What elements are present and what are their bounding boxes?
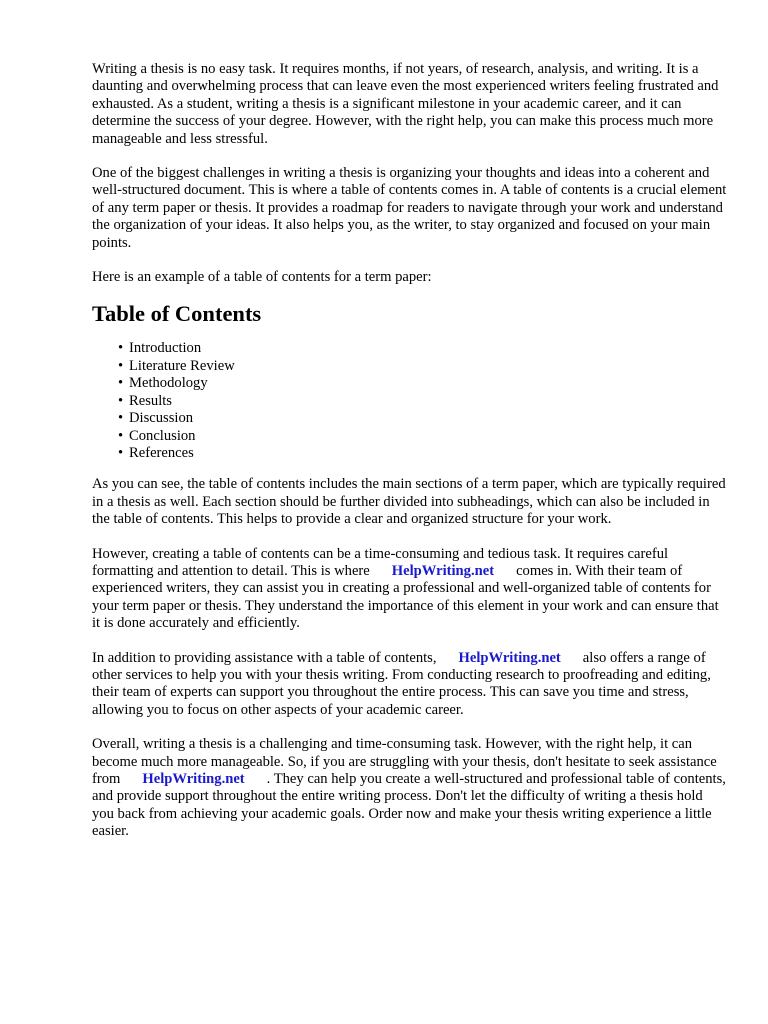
- toc-item-results: [118, 393, 728, 410]
- bullet-icon: •: [118, 357, 124, 374]
- paragraph-text: Overall, writing a thesis is a challenging and time-consuming task. However, with the right help, it can become much more manageable. So, if you are struggling with your thesis, don't hesitate to seek assistance from: [92, 736, 717, 787]
- document-page: [92, 61, 728, 841]
- toc-item-label: Discussion: [129, 410, 194, 427]
- paragraph-text: In addition to providing assistance with a table of contents,: [92, 649, 437, 666]
- toc-item-literature-review: [118, 358, 728, 375]
- body-paragraph-6: [92, 650, 728, 720]
- toc-heading: Table of Contents: [92, 301, 262, 327]
- helpwriting-link[interactable]: HelpWriting.net: [391, 562, 495, 579]
- toc-item-label: Introduction: [129, 340, 202, 357]
- toc-item-label: Conclusion: [129, 427, 196, 444]
- bullet-icon: •: [118, 410, 124, 427]
- bullet-icon: •: [118, 427, 124, 444]
- helpwriting-link[interactable]: HelpWriting.net: [142, 771, 245, 787]
- toc-item-label: Results: [129, 392, 172, 409]
- paragraph-text: comes in. With their team of experienced writers, they can assist you in creating a professional and well-organized table of contents for your term paper or thesis. They understand the importance of this element in your work and can ensure that it is done accurately and efficiently.: [92, 562, 719, 632]
- bullet-icon: •: [118, 444, 124, 461]
- body-paragraph-7: [92, 736, 728, 840]
- paragraph-text: However, creating a table of contents can be a time-consuming and tedious task. It requires careful formatting and attention to detail. This is where: [92, 545, 669, 579]
- toc-item-conclusion: [118, 428, 728, 445]
- toc-item-label: References: [129, 444, 194, 461]
- intro-paragraph-3: Here is an example of a table of contents for a term paper:: [92, 269, 432, 286]
- toc-item-references: [118, 445, 728, 462]
- helpwriting-link[interactable]: HelpWriting.net: [458, 649, 561, 666]
- bullet-icon: •: [118, 340, 124, 357]
- bullet-icon: •: [118, 375, 124, 392]
- intro-paragraph-1: Writing a thesis is no easy task. It requires months, if not years, of research, analysis, and writing. It is a daunting and overwhelming process that can leave even the most experienced writers feeling frustrated and exhausted. As a student, writing a thesis is a significant milestone in your academic career, and it can determine the success of your degree. However, with the right help, you can make this process much more manageable and less stressful.: [92, 61, 719, 147]
- body-paragraph-4: As you can see, the table of contents includes the main sections of a term paper, which are typically required in a thesis as well. Each section should be further divided into subheadings, which can also be included in the table of contents. This helps to provide a clear and organized structure for your work.: [92, 476, 726, 528]
- body-paragraph-5: [92, 546, 728, 633]
- intro-paragraph-2: One of the biggest challenges in writing a thesis is organizing your thoughts and ideas into a coherent and well-structured document. This is where a table of contents comes in. A table of contents is a crucial element of any term paper or thesis. It provides a roadmap for readers to navigate through your work and understand the organization of your ideas. It also helps you, as the writer, to stay organized and focused on your main points.: [92, 165, 727, 251]
- paragraph-text: also offers a range of other services to help you with your thesis writing. From conducting research to proofreading and editing, their team of experts can support you throughout the entire process. This can save you time and stress, allowing you to focus on other aspects of your academic career.: [92, 649, 711, 718]
- toc-item-introduction: [118, 340, 728, 357]
- toc-list: [92, 340, 728, 462]
- toc-item-label: Literature Review: [129, 357, 235, 374]
- toc-item-methodology: [118, 375, 728, 392]
- bullet-icon: •: [118, 392, 124, 409]
- toc-item-label: Methodology: [129, 375, 208, 392]
- toc-item-discussion: [118, 410, 728, 427]
- paragraph-text: . They can help you create a well-structured and professional table of contents, and provide support throughout the entire writing process. Don't let the difficulty of writing a thesis hold you back from achieving your academic goals. Order now and make your thesis writing experience a little easier.: [92, 771, 726, 840]
